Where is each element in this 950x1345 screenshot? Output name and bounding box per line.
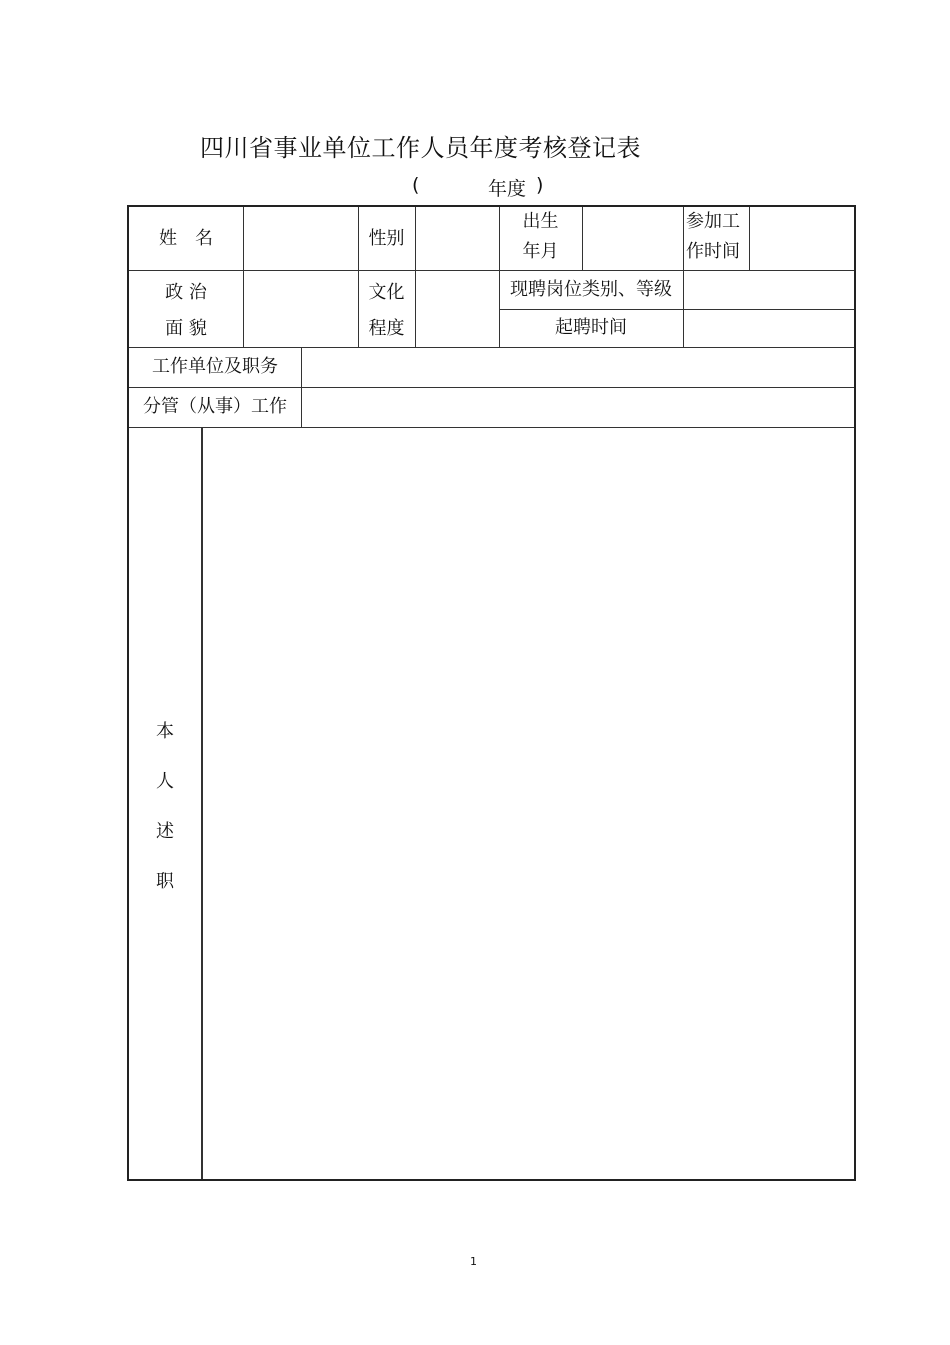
page-title: 四川省事业单位工作人员年度考核登记表 xyxy=(200,134,641,162)
education-label: 文化 程度 xyxy=(368,282,405,339)
gender-label: 性别 xyxy=(368,227,405,249)
political-status-label: 政 治 面 貌 xyxy=(165,282,207,339)
post-category-label: 现聘岗位类别、等级 xyxy=(510,278,672,300)
self-report-char: 职 xyxy=(156,871,174,892)
self-report-char: 人 xyxy=(156,771,174,792)
post-category-field[interactable] xyxy=(683,270,854,309)
gender-field[interactable] xyxy=(415,207,499,270)
page-number: 1 xyxy=(470,1255,477,1268)
political-status-field[interactable] xyxy=(243,270,358,347)
hire-time-field[interactable] xyxy=(683,309,854,347)
subtitle-year-label: 年度 xyxy=(488,178,527,200)
self-report-char: 本 xyxy=(156,721,174,742)
self-report-field[interactable] xyxy=(203,429,854,1179)
birth-date-field[interactable] xyxy=(582,207,683,270)
work-start-field[interactable] xyxy=(749,207,854,270)
self-report-char: 述 xyxy=(156,821,174,842)
education-field[interactable] xyxy=(415,270,499,347)
unit-position-label: 工作单位及职务 xyxy=(152,356,278,377)
work-start-label: 参加工 作时间 xyxy=(686,211,740,262)
subtitle-close-paren: ) xyxy=(536,174,544,196)
self-report-label xyxy=(129,723,201,903)
unit-position-field[interactable] xyxy=(301,347,854,387)
birth-date-label: 出生 年月 xyxy=(522,211,559,262)
duty-label: 分管（从事）工作 xyxy=(143,396,287,417)
duty-field[interactable] xyxy=(301,387,854,427)
subtitle-open-paren: ( xyxy=(412,174,420,196)
name-label: 姓 名 xyxy=(159,227,213,249)
appraisal-form-table xyxy=(127,205,856,1181)
hire-time-label: 起聘时间 xyxy=(555,317,627,338)
name-field[interactable] xyxy=(243,207,358,270)
